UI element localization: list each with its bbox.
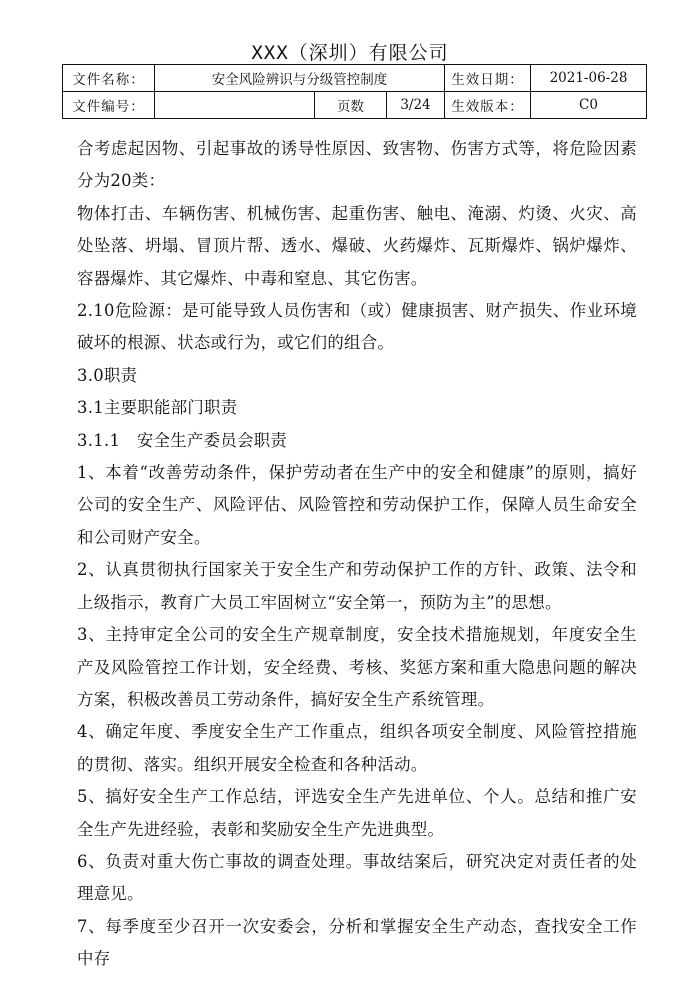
list-item-7: 7、每季度至少召开一次安委会，分析和掌握安全生产动态，查找安全工作中存 [77, 916, 637, 969]
section-heading-responsibilities: 3.0职责 [77, 365, 138, 385]
paragraph-hazard-factors-intro: 合考虑起因物、引起事故的诱导性原因、致害物、伤害方式等，将危险因素分为20类： [77, 139, 637, 191]
subsection-heading-safety-committee: 3.1.1 安全生产委员会职责 [77, 430, 288, 450]
subsection-heading-department-duties: 3.1主要职能部门职责 [77, 398, 238, 418]
file-name-value: 安全风险辨识与分级管控制度 [155, 65, 445, 92]
document-header-table [62, 64, 647, 119]
header-row-2 [63, 92, 647, 119]
company-title: XXX（深圳）有限公司 [251, 42, 449, 64]
document-body [77, 133, 637, 976]
list-item-6: 6、负责对重大伤亡事故的调查处理。事故结案后，研究决定对责任者的处理意见。 [77, 851, 637, 904]
header-row-1 [63, 65, 647, 92]
pages-value: 3/24 [387, 92, 445, 119]
effective-date-value: 2021-06-28 [531, 65, 647, 92]
file-number-value [155, 92, 315, 119]
paragraph-hazard-factors-list: 物体打击、车辆伤害、机械伤害、起重伤害、触电、淹溺、灼烫、火灾、高处坠落、坍塌、冒顶片帮、透水、爆破、火药爆炸、瓦斯爆炸、锅炉爆炸、容器爆炸、其它爆炸、中毒和窒息、其它伤害。 [77, 203, 637, 288]
version-label: 生效版本： [445, 92, 531, 119]
file-number-label: 文件编号： [63, 92, 155, 119]
file-name-label: 文件名称： [63, 65, 155, 92]
list-item-2: 2、认真贯彻执行国家关于安全生产和劳动保护工作的方针、政策、法令和上级指示，教育广大员工牢固树立“安全第一，预防为主”的思想。 [77, 560, 637, 612]
effective-date-label: 生效日期： [445, 65, 531, 92]
list-item-1: 1、本着“改善劳动条件，保护劳动者在生产中的安全和健康”的原则，搞好公司的安全生产、风险评估、风险管控和劳动保护工作，保障人员生命安全和公司财产安全。 [77, 463, 637, 547]
list-item-3: 3、主持审定全公司的安全生产规章制度，安全技术措施规划，年度安全生产及风险管控工作计划，安全经费、考核、奖惩方案和重大隐患问题的解决方案，积极改善员工劳动条件，搞好安全生产系统管理。 [77, 625, 637, 709]
pages-label: 页数 [315, 92, 387, 119]
list-item-4: 4、确定年度、季度安全生产工作重点，组织各项安全制度、风险管控措施的贯彻、落实。组织开展安全检查和各种活动。 [77, 722, 637, 774]
version-value: C0 [531, 92, 647, 119]
paragraph-hazard-source-definition: 2.10危险源：是可能导致人员伤害和（或）健康损害、财产损失、作业环境破坏的根源、状态或行为，或它们的组合。 [77, 301, 637, 353]
list-item-5: 5、搞好安全生产工作总结，评选安全生产先进单位、个人。总结和推广安全生产先进经验，表彰和奖励安全生产先进典型。 [77, 787, 637, 839]
